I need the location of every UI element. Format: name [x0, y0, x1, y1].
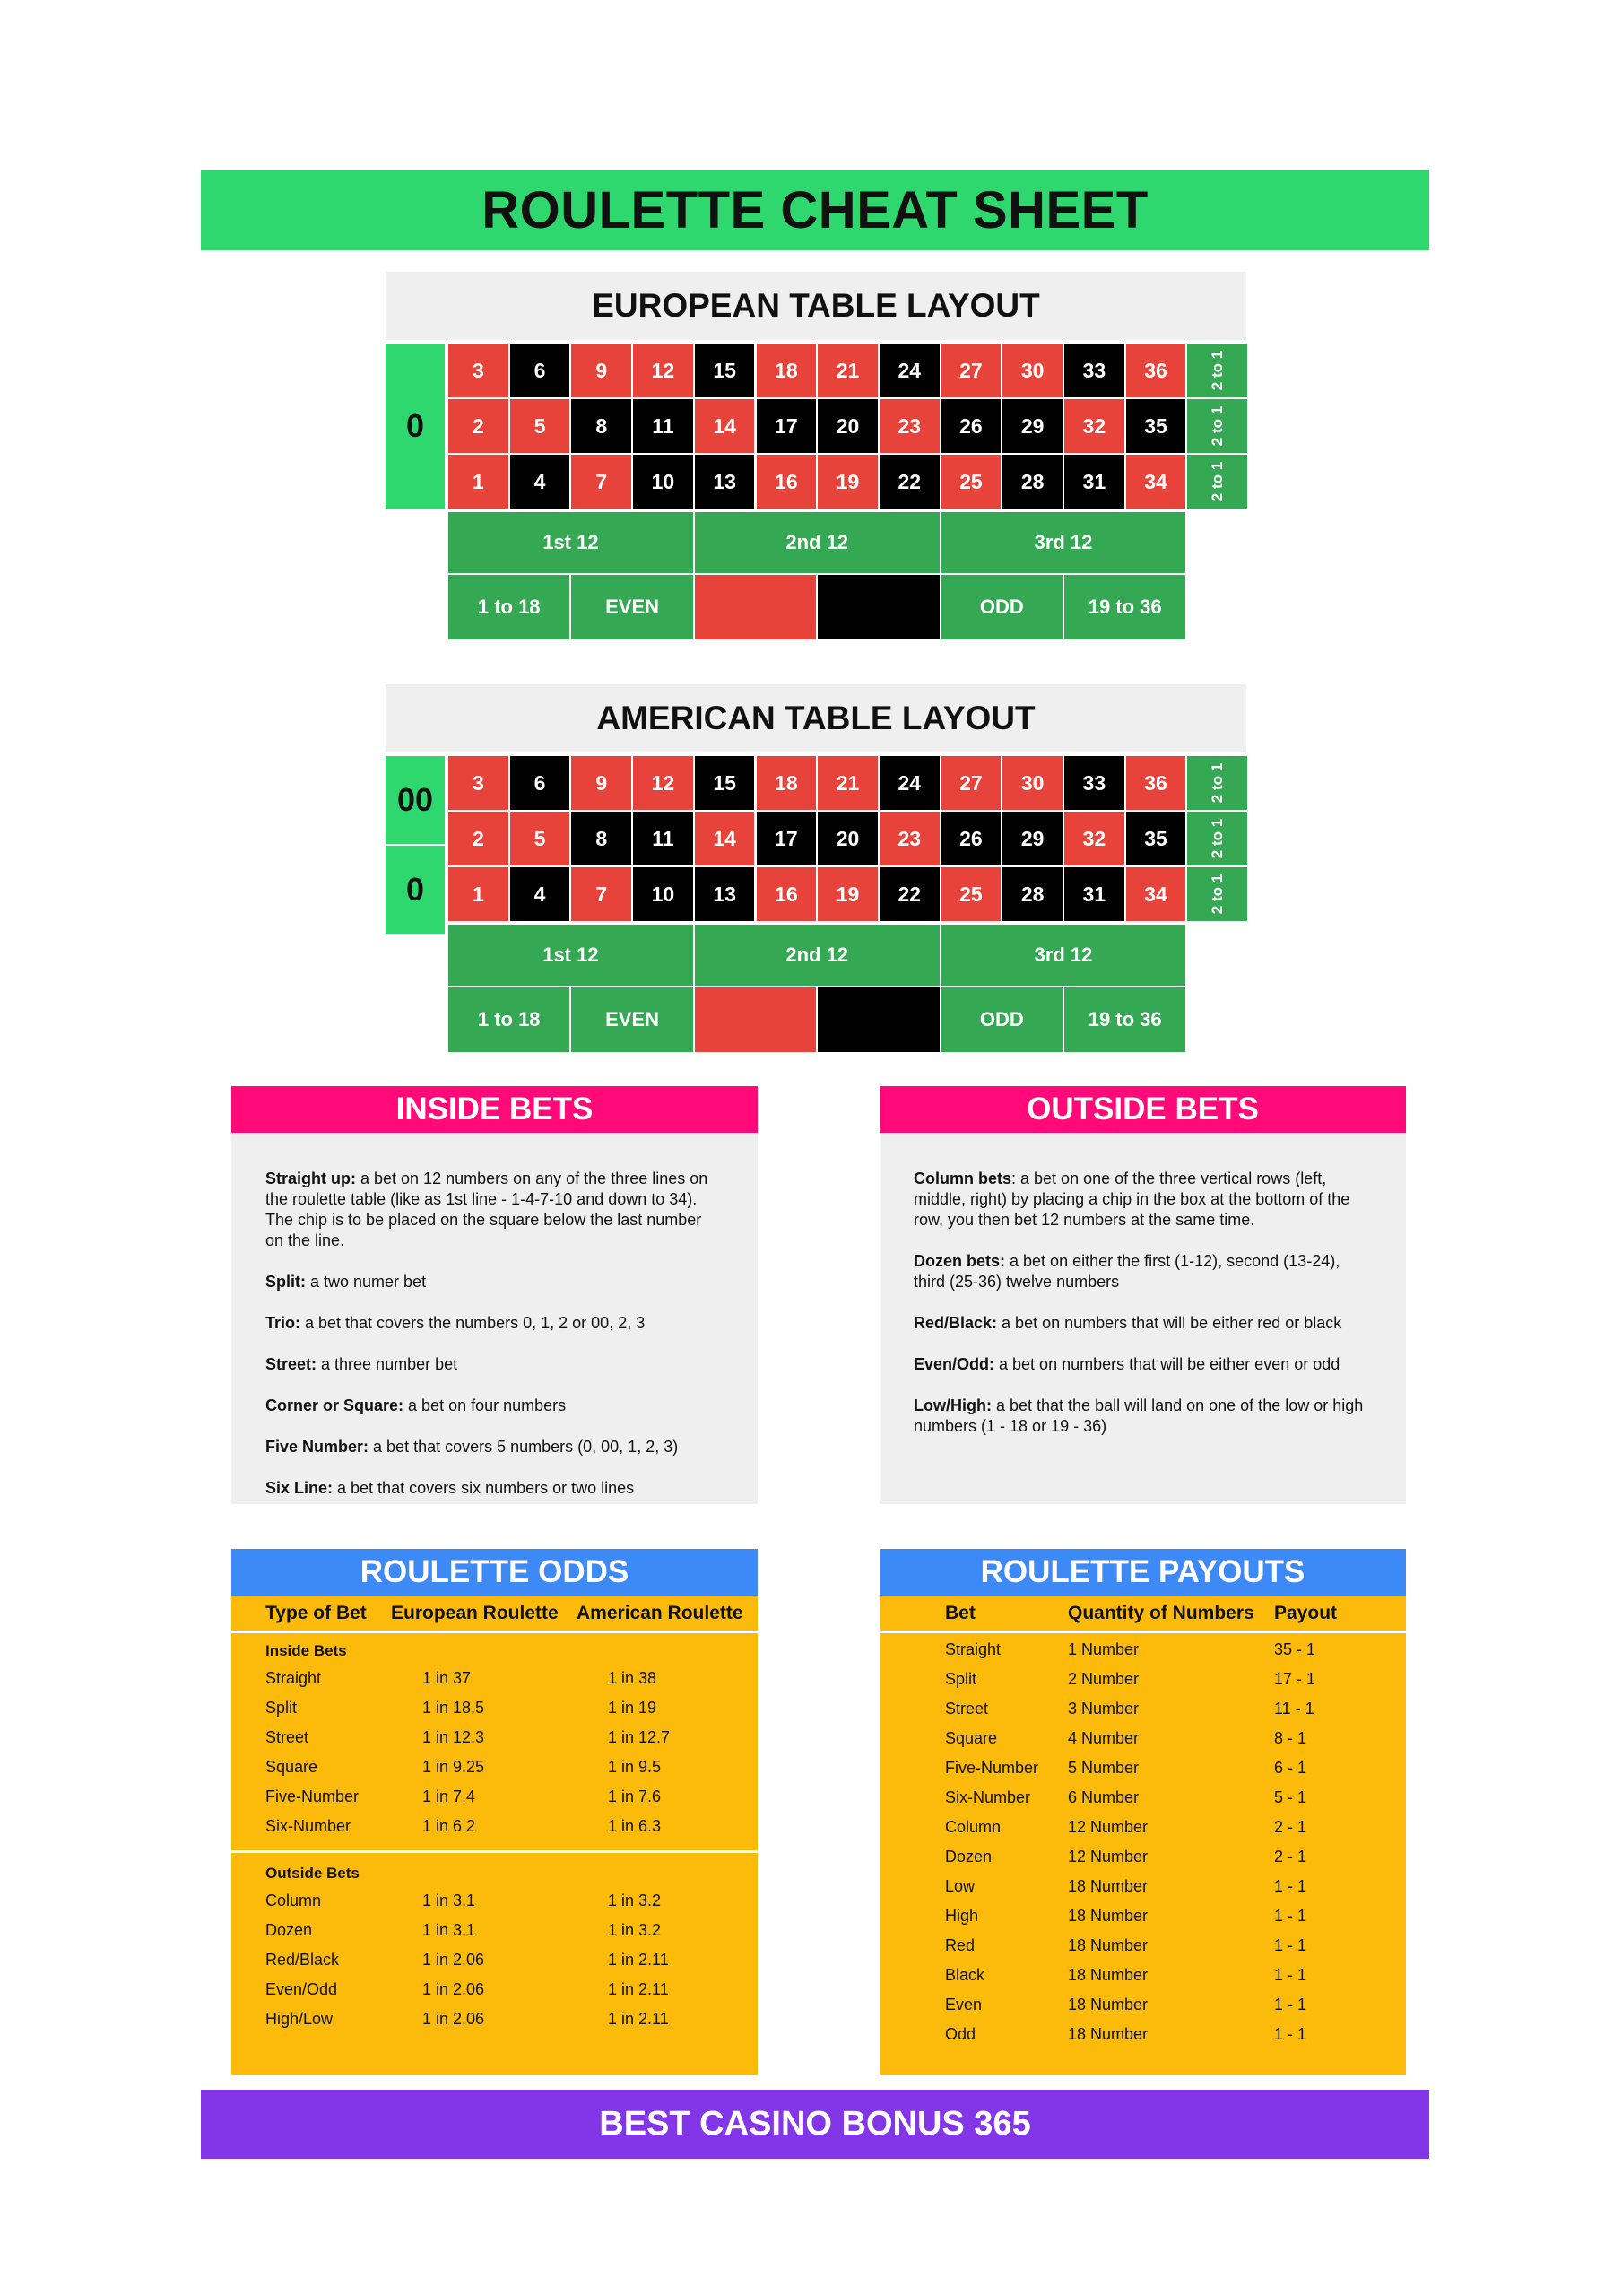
column-bet-label: 2 to 1 [1208, 762, 1226, 804]
number-cell: 6 [510, 344, 570, 397]
number-cell: 30 [1002, 344, 1063, 397]
number-cell: 3 [448, 344, 508, 397]
number-cell: 35 [1126, 399, 1186, 453]
bet-description: a bet that covers 5 numbers (0, 00, 1, 2, 3) [369, 1438, 679, 1456]
payout-cell: Split [945, 1670, 977, 1688]
number-cell: 33 [1064, 344, 1124, 397]
odds-cell: 1 in 9.25 [422, 1758, 485, 1776]
payout-cell: Even [945, 1996, 983, 2013]
payout-cell: 3 Number [1068, 1700, 1140, 1718]
bet-term: Even/Odd: [914, 1355, 995, 1373]
inside-bets-panel [231, 1133, 758, 1504]
odds-cell: Straight [265, 1669, 322, 1687]
number-cell: 12 [633, 344, 693, 397]
column-bet-cell [1187, 812, 1247, 865]
number-cell: 25 [941, 455, 1002, 509]
footer-banner: BEST CASINO BONUS 365 [201, 2090, 1429, 2159]
odds-cell: 1 in 7.4 [422, 1787, 476, 1805]
payout-cell: 18 Number [1068, 1996, 1149, 2013]
number-cell: 19 [818, 455, 878, 509]
payout-cell: Red [945, 1936, 976, 1954]
roulette-odds-heading: ROULETTE ODDS [231, 1549, 758, 1596]
bet-term: Dozen bets: [914, 1252, 1006, 1270]
number-cell: 9 [571, 344, 631, 397]
payout-cell: 5 - 1 [1274, 1788, 1307, 1806]
payout-cell: 12 Number [1068, 1818, 1149, 1836]
number-cell: 24 [880, 756, 940, 810]
payout-cell: Black [945, 1966, 985, 1984]
number-cell: 23 [880, 812, 940, 865]
bet-definition [265, 1169, 724, 1251]
payout-cell: 2 Number [1068, 1670, 1140, 1688]
number-cell: 11 [633, 812, 693, 865]
number-cell: 8 [571, 812, 631, 865]
payout-cell: 5 Number [1068, 1759, 1140, 1777]
outside-bet-cell: EVEN [571, 987, 692, 1052]
number-cell: 20 [818, 812, 878, 865]
odds-cell: 1 in 7.6 [608, 1787, 662, 1805]
column-header: American Roulette [577, 1603, 743, 1623]
outside-bets-panel [880, 1133, 1406, 1504]
payout-cell: 8 - 1 [1274, 1729, 1307, 1747]
number-cell: 29 [1002, 399, 1063, 453]
number-cell: 8 [571, 399, 631, 453]
number-cell: 32 [1064, 812, 1124, 865]
number-cell: 20 [818, 399, 878, 453]
payout-cell: 6 Number [1068, 1788, 1140, 1806]
number-cell: 31 [1064, 867, 1124, 921]
number-cell: 23 [880, 399, 940, 453]
number-cell: 6 [510, 756, 570, 810]
bet-definition [914, 1251, 1372, 1292]
payout-cell: 11 - 1 [1274, 1700, 1314, 1718]
outside-bet-cell: 19 to 36 [1064, 987, 1185, 1052]
bet-term: Five Number: [265, 1438, 369, 1456]
odds-cell: 1 in 2.11 [608, 1980, 669, 1998]
odds-cell: Street [265, 1728, 309, 1746]
odds-cell: 1 in 2.11 [608, 1951, 669, 1969]
bet-description: a bet that the ball will land on one of the low or high numbers (1 - 18 or 19 - 36) [914, 1396, 1364, 1435]
payout-cell: Dozen [945, 1848, 993, 1866]
bet-definition [265, 1437, 724, 1457]
number-cell: 27 [941, 756, 1002, 810]
roulette-odds-table [231, 1596, 758, 2075]
dozen-cell: 2nd 12 [695, 925, 940, 986]
number-cell: 17 [757, 399, 817, 453]
odds-cell: 1 in 9.5 [608, 1758, 662, 1776]
dozen-cell: 1st 12 [448, 925, 693, 986]
bet-term: Trio: [265, 1314, 300, 1332]
number-cell: 7 [571, 867, 631, 921]
payout-cell: Six-Number [945, 1788, 1031, 1806]
number-cell: 35 [1126, 812, 1186, 865]
column-header: Bet [945, 1603, 976, 1623]
number-cell: 3 [448, 756, 508, 810]
bet-term: Split: [265, 1273, 306, 1291]
red-bet-cell [695, 987, 816, 1052]
number-cell: 18 [757, 344, 817, 397]
zero-cell: 0 [386, 846, 445, 934]
number-cell: 28 [1002, 867, 1063, 921]
number-cell: 26 [941, 812, 1002, 865]
number-cell: 4 [510, 455, 570, 509]
outside-bet-cell: 19 to 36 [1064, 575, 1185, 639]
bet-description: a bet on numbers that will be either even or odd [994, 1355, 1340, 1373]
number-cell: 5 [510, 399, 570, 453]
bet-term: Corner or Square: [265, 1396, 404, 1414]
number-cell: 22 [880, 867, 940, 921]
outside-bet-cell: 1 to 18 [448, 987, 569, 1052]
odds-cell: Even/Odd [265, 1980, 338, 1998]
bet-term: Street: [265, 1355, 317, 1373]
number-cell: 2 [448, 812, 508, 865]
odds-cell: High/Low [265, 2010, 334, 2028]
number-cell: 16 [757, 455, 817, 509]
zero-cell: 00 [386, 756, 445, 844]
payout-cell: 2 - 1 [1274, 1818, 1307, 1836]
number-cell: 11 [633, 399, 693, 453]
odds-cell: 1 in 2.11 [608, 2010, 669, 2028]
payout-cell: 1 - 1 [1274, 1966, 1307, 1984]
black-bet-cell [818, 575, 939, 639]
column-bet-cell [1187, 867, 1247, 921]
bet-description: a bet that covers the numbers 0, 1, 2 or 00, 2, 3 [300, 1314, 646, 1332]
section-label: Outside Bets [265, 1865, 360, 1882]
bet-definition [914, 1313, 1372, 1334]
odds-cell: 1 in 3.2 [608, 1892, 662, 1909]
bet-description: a two numer bet [306, 1273, 427, 1291]
number-cell: 15 [695, 756, 755, 810]
number-cell: 17 [757, 812, 817, 865]
odds-cell: 1 in 12.7 [608, 1728, 671, 1746]
column-bet-label: 2 to 1 [1208, 818, 1226, 859]
zero-cell: 0 [386, 344, 445, 509]
bet-definition [265, 1313, 724, 1334]
odds-header-row [231, 1596, 758, 1633]
number-cell: 34 [1126, 455, 1186, 509]
payout-cell: 18 Number [1068, 1966, 1149, 1984]
number-cell: 21 [818, 756, 878, 810]
number-cell: 19 [818, 867, 878, 921]
column-bet-label: 2 to 1 [1208, 405, 1226, 447]
odds-cell: 1 in 3.1 [422, 1892, 476, 1909]
bet-description: a bet that covers six numbers or two lines [333, 1479, 635, 1497]
number-cell: 25 [941, 867, 1002, 921]
dozen-cell: 1st 12 [448, 512, 693, 573]
column-bet-cell [1187, 455, 1247, 509]
payout-cell: 4 Number [1068, 1729, 1140, 1747]
column-bet-cell [1187, 399, 1247, 453]
outside-bets-heading: OUTSIDE BETS [880, 1086, 1406, 1133]
number-cell: 22 [880, 455, 940, 509]
column-header: Quantity of Numbers [1068, 1603, 1254, 1623]
number-cell: 14 [695, 812, 755, 865]
payout-cell: 18 Number [1068, 1907, 1149, 1925]
number-cell: 26 [941, 399, 1002, 453]
odds-cell: Square [265, 1758, 318, 1776]
page-title: ROULETTE CHEAT SHEET [201, 170, 1429, 250]
odds-cell: 1 in 2.06 [422, 2010, 485, 2028]
bet-definition [265, 1272, 724, 1292]
column-header: European Roulette [391, 1603, 559, 1623]
bet-definition [265, 1354, 724, 1375]
dozen-cell: 3rd 12 [941, 925, 1186, 986]
payout-cell: 1 - 1 [1274, 1907, 1307, 1925]
number-cell: 36 [1126, 756, 1186, 810]
number-cell: 30 [1002, 756, 1063, 810]
payout-cell: Five-Number [945, 1759, 1039, 1777]
number-cell: 36 [1126, 344, 1186, 397]
column-header: Type of Bet [265, 1603, 367, 1623]
number-cell: 21 [818, 344, 878, 397]
payout-cell: 1 Number [1068, 1640, 1140, 1658]
number-cell: 5 [510, 812, 570, 865]
payout-cell: 1 - 1 [1274, 1996, 1307, 2013]
number-cell: 16 [757, 867, 817, 921]
bet-description: : a bet on one of the three vertical rows (left, middle, right) by placing a chip in the box at the bottom of the row, you then bet 12 numbers at the same time. [914, 1170, 1350, 1229]
bet-description: a bet on 12 numbers on any of the three lines on the roulette table (like as 1st line - 1-4-7-10 and down to 34). The chip is to be placed on the square below the last number on the line. [265, 1170, 708, 1249]
payout-cell: Column [945, 1818, 1002, 1836]
payout-cell: Straight [945, 1640, 1002, 1658]
bet-definition [265, 1396, 724, 1416]
european-layout-heading: EUROPEAN TABLE LAYOUT [386, 272, 1246, 340]
odds-cell: 1 in 2.06 [422, 1980, 485, 1998]
odds-cell: 1 in 6.2 [422, 1817, 476, 1835]
outside-bet-cell: 1 to 18 [448, 575, 569, 639]
number-cell: 9 [571, 756, 631, 810]
odds-cell: 1 in 3.1 [422, 1921, 476, 1939]
red-bet-cell [695, 575, 816, 639]
bet-term: Low/High: [914, 1396, 992, 1414]
column-header: Payout [1274, 1603, 1338, 1623]
number-cell: 1 [448, 867, 508, 921]
payout-cell: 1 - 1 [1274, 1877, 1307, 1895]
payout-cell: High [945, 1907, 979, 1925]
section-label: Inside Bets [265, 1642, 347, 1659]
number-cell: 18 [757, 756, 817, 810]
number-cell: 31 [1064, 455, 1124, 509]
section-divider [231, 1850, 758, 1853]
payout-cell: 17 - 1 [1274, 1670, 1316, 1688]
payouts-header-row [880, 1596, 1406, 1633]
number-cell: 1 [448, 455, 508, 509]
payout-cell: 35 - 1 [1274, 1640, 1316, 1658]
number-cell: 4 [510, 867, 570, 921]
odds-cell: Split [265, 1699, 298, 1717]
american-layout-heading: AMERICAN TABLE LAYOUT [386, 684, 1246, 752]
dozen-cell: 3rd 12 [941, 512, 1186, 573]
bet-term: Red/Black: [914, 1314, 998, 1332]
odds-cell: 1 in 6.3 [608, 1817, 662, 1835]
number-cell: 10 [633, 867, 693, 921]
odds-cell: 1 in 12.3 [422, 1728, 485, 1746]
bet-description: a bet on four numbers [403, 1396, 567, 1414]
dozen-cell: 2nd 12 [695, 512, 940, 573]
payout-cell: 1 - 1 [1274, 2025, 1307, 2043]
number-cell: 27 [941, 344, 1002, 397]
bet-term: Six Line: [265, 1479, 334, 1497]
odds-cell: 1 in 37 [422, 1669, 472, 1687]
bet-term: Straight up: [265, 1170, 356, 1187]
bet-definition [914, 1169, 1372, 1231]
odds-cell: Red/Black [265, 1951, 340, 1969]
odds-cell: 1 in 2.06 [422, 1951, 485, 1969]
number-cell: 29 [1002, 812, 1063, 865]
payout-cell: 18 Number [1068, 1877, 1149, 1895]
odds-cell: Five-Number [265, 1787, 360, 1805]
bet-definition [914, 1396, 1372, 1437]
number-cell: 33 [1064, 756, 1124, 810]
black-bet-cell [818, 987, 939, 1052]
bet-term: Column bets [914, 1170, 1012, 1187]
payout-cell: 1 - 1 [1274, 1936, 1307, 1954]
number-cell: 7 [571, 455, 631, 509]
odds-cell: Six-Number [265, 1817, 351, 1835]
payout-cell: Low [945, 1877, 976, 1895]
number-cell: 12 [633, 756, 693, 810]
bet-description: a bet on either the first (1-12), second (13-24), third (25-36) twelve numbers [914, 1252, 1340, 1291]
odds-cell: 1 in 19 [608, 1699, 657, 1717]
roulette-payouts-table [880, 1596, 1406, 2075]
inside-bets-heading: INSIDE BETS [231, 1086, 758, 1133]
column-bet-label: 2 to 1 [1208, 350, 1226, 391]
odds-cell: Dozen [265, 1921, 313, 1939]
bet-definition [265, 1478, 724, 1499]
number-cell: 13 [695, 455, 755, 509]
number-cell: 10 [633, 455, 693, 509]
outside-bet-cell: ODD [941, 575, 1063, 639]
payout-cell: 2 - 1 [1274, 1848, 1307, 1866]
number-cell: 24 [880, 344, 940, 397]
column-bet-cell [1187, 344, 1247, 397]
column-bet-label: 2 to 1 [1208, 874, 1226, 915]
odds-cell: 1 in 38 [608, 1669, 657, 1687]
roulette-payouts-heading: ROULETTE PAYOUTS [880, 1549, 1406, 1596]
number-cell: 13 [695, 867, 755, 921]
bet-description: a bet on numbers that will be either red or black [997, 1314, 1342, 1332]
payout-cell: 6 - 1 [1274, 1759, 1307, 1777]
bet-description: a three number bet [317, 1355, 458, 1373]
number-cell: 2 [448, 399, 508, 453]
odds-cell: 1 in 18.5 [422, 1699, 485, 1717]
payout-cell: 12 Number [1068, 1848, 1149, 1866]
payout-cell: Street [945, 1700, 989, 1718]
bet-definition [914, 1354, 1372, 1375]
number-cell: 15 [695, 344, 755, 397]
payout-cell: Square [945, 1729, 998, 1747]
payout-cell: 18 Number [1068, 2025, 1149, 2043]
column-bet-cell [1187, 756, 1247, 810]
odds-cell: 1 in 3.2 [608, 1921, 662, 1939]
number-cell: 34 [1126, 867, 1186, 921]
outside-bet-cell: ODD [941, 987, 1063, 1052]
payout-cell: 18 Number [1068, 1936, 1149, 1954]
odds-cell: Column [265, 1892, 322, 1909]
number-cell: 28 [1002, 455, 1063, 509]
number-cell: 32 [1064, 399, 1124, 453]
number-cell: 14 [695, 399, 755, 453]
column-bet-label: 2 to 1 [1208, 461, 1226, 502]
outside-bet-cell: EVEN [571, 575, 692, 639]
payout-cell: Odd [945, 2025, 976, 2043]
